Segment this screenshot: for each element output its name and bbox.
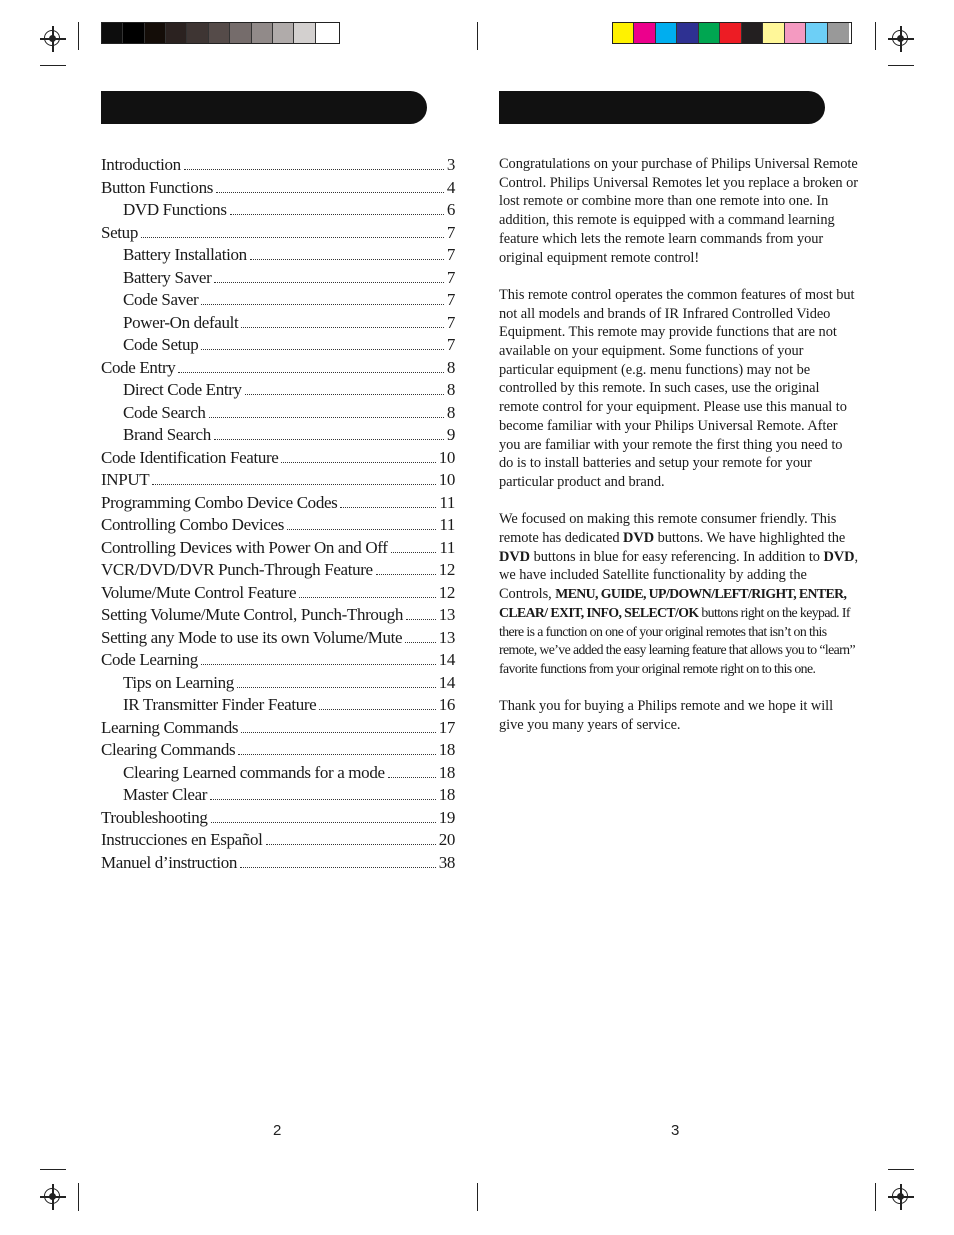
- toc-entry-page: 18: [438, 785, 455, 804]
- page-number-right: 3: [671, 1122, 680, 1139]
- toc-entry-page: 10: [438, 447, 455, 467]
- toc-entry-title: Introduction: [101, 155, 181, 174]
- toc-entry-title: Instrucciones en Español: [101, 830, 263, 849]
- trim-mark: [40, 1169, 66, 1170]
- toc-leader-dots: [388, 777, 436, 778]
- toc-entry-page: 7: [446, 222, 455, 242]
- registration-mark-top-left: [40, 26, 66, 52]
- toc-entry-title: Clearing Commands: [101, 740, 236, 759]
- toc-entry-title: Button Functions: [101, 177, 213, 197]
- trim-mark: [477, 1183, 478, 1211]
- color-swatch: [828, 23, 849, 43]
- toc-leader-dots: [230, 214, 444, 215]
- toc-entry: [101, 380, 455, 403]
- toc-entry-title: Code Saver: [123, 290, 199, 309]
- toc-leader-dots: [340, 507, 436, 508]
- toc-entry-page: 7: [446, 267, 455, 287]
- toc-entry-title: Setting any Mode to use its own Volume/Mute: [101, 627, 403, 647]
- toc-entry-title: Learning Commands: [101, 717, 239, 737]
- toc-entry-page: 38: [438, 852, 455, 872]
- color-swatch: [742, 23, 763, 43]
- color-swatch: [273, 23, 294, 43]
- toc-leader-dots: [245, 394, 444, 395]
- toc-entry-page: 12: [438, 560, 455, 579]
- toc-entry-page: 8: [446, 402, 455, 422]
- toc-entry-page: 4: [446, 177, 455, 197]
- toc-entry-title: Manuel d’instruction: [101, 852, 238, 872]
- toc-leader-dots: [405, 642, 436, 643]
- toc-entry-page: 17: [438, 717, 455, 737]
- toc-entry: [101, 425, 455, 448]
- toc-entry-title: Setting Volume/Mute Control, Punch-Through: [101, 605, 404, 624]
- toc-entry: [101, 830, 455, 853]
- table-of-contents: [101, 155, 455, 875]
- color-swatch: [230, 23, 251, 43]
- registration-mark-bottom-left: [40, 1184, 66, 1210]
- toc-leader-dots: [178, 372, 443, 373]
- toc-leader-dots: [319, 709, 435, 710]
- trim-mark: [888, 1169, 914, 1170]
- toc-entry-title: Battery Installation: [123, 245, 247, 264]
- color-swatch: [634, 23, 655, 43]
- toc-entry: [101, 785, 455, 808]
- intro-paragraph: Congratulations on your purchase of Philips Universal Remote Control. Philips Universal Remotes let you replace a broken or lost remote or combine more than one remote into one. In addition, this remote is equipped with a command learning feature which lets the remote learn commands from your original equipment remote control!: [499, 156, 858, 266]
- toc-entry-page: 6: [446, 200, 455, 219]
- toc-entry-page: 19: [438, 807, 455, 827]
- toc-entry: [101, 650, 455, 673]
- toc-entry-title: Code Setup: [123, 335, 199, 354]
- color-swatch: [252, 23, 273, 43]
- toc-entry-page: 11: [439, 515, 455, 534]
- toc-leader-dots: [216, 192, 444, 193]
- toc-entry: [101, 290, 455, 313]
- toc-entry-title: IR Transmitter Finder Feature: [123, 695, 317, 714]
- color-swatch: [294, 23, 315, 43]
- toc-entry: [101, 560, 455, 583]
- toc-entry: [101, 538, 455, 561]
- toc-leader-dots: [201, 664, 436, 665]
- toc-entry-title: Code Learning: [101, 650, 198, 669]
- color-swatch: [316, 23, 337, 43]
- introduction-header-bar: [499, 91, 825, 124]
- color-swatch: [123, 23, 144, 43]
- toc-entry-page: 7: [446, 245, 455, 264]
- toc-leader-dots: [184, 169, 444, 170]
- toc-entry: [101, 245, 455, 268]
- toc-entry-title: Volume/Mute Control Feature: [101, 582, 297, 602]
- toc-entry-page: 16: [438, 695, 455, 714]
- toc-leader-dots: [241, 732, 436, 733]
- toc-leader-dots: [214, 282, 443, 283]
- toc-entry: [101, 268, 455, 291]
- toc-leader-dots: [141, 237, 444, 238]
- toc-entry-title: Programming Combo Device Codes: [101, 492, 338, 512]
- trim-mark: [875, 1183, 876, 1211]
- toc-entry-title: Direct Code Entry: [123, 380, 242, 399]
- toc-entry-title: Master Clear: [123, 785, 208, 804]
- color-swatch: [763, 23, 784, 43]
- toc-entry-page: 9: [446, 425, 455, 444]
- toc-entry-page: 13: [438, 605, 455, 624]
- intro-paragraph: We focused on making this remote consumer friendly. This remote has dedicated DVD buttons. We have highlighted the DVD buttons in blue for easy referencing. In addition to DVD, we have included Satellite functionality by adding the Controls, MENU, GUIDE, UP/DOWN/LEFT/RIGHT, ENTER, CLEAR/ EXIT, INFO, SELECT/OK buttons right on the keypad. If there is a function on one of your original remotes that isn’t on this remote, we’ve added the easy learning feature that allows you to “learn” favorite functions from your original remote right on to this one.: [499, 511, 859, 676]
- color-swatch: [806, 23, 827, 43]
- toc-entry: [101, 695, 455, 718]
- trim-mark: [78, 1183, 79, 1211]
- toc-entry-page: 11: [439, 537, 455, 557]
- toc-entry-title: DVD Functions: [123, 200, 227, 219]
- registration-mark-top-right: [888, 26, 914, 52]
- toc-entry-title: Clearing Learned commands for a mode: [123, 762, 385, 782]
- toc-leader-dots: [237, 687, 436, 688]
- toc-entry: [101, 403, 455, 426]
- toc-entry-page: 12: [438, 582, 455, 602]
- toc-leader-dots: [152, 484, 435, 485]
- toc-entry: [101, 178, 455, 201]
- toc-entry: [101, 493, 455, 516]
- color-swatch: [720, 23, 741, 43]
- trim-mark: [875, 22, 876, 50]
- toc-leader-dots: [201, 304, 444, 305]
- toc-entry-page: 8: [446, 380, 455, 399]
- color-swatch: [785, 23, 806, 43]
- toc-entry-title: Battery Saver: [123, 267, 212, 287]
- toc-leader-dots: [201, 349, 443, 350]
- toc-entry-page: 8: [446, 357, 455, 377]
- toc-entry-page: 18: [438, 762, 455, 782]
- toc-entry: [101, 335, 455, 358]
- toc-entry: [101, 470, 455, 493]
- color-swatch: [145, 23, 166, 43]
- toc-entry-title: Code Identification Feature: [101, 447, 279, 467]
- toc-leader-dots: [281, 462, 435, 463]
- toc-entry-page: 7: [446, 290, 455, 309]
- toc-entry: [101, 628, 455, 651]
- color-swatch: [209, 23, 230, 43]
- trim-mark: [888, 65, 914, 66]
- toc-entry-page: 18: [438, 740, 455, 759]
- toc-entry: [101, 740, 455, 763]
- toc-entry: [101, 583, 455, 606]
- toc-entry-title: Brand Search: [123, 425, 211, 444]
- color-swatch: [656, 23, 677, 43]
- toc-leader-dots: [211, 822, 436, 823]
- toc-entry: [101, 515, 455, 538]
- toc-entry-title: Code Search: [123, 402, 206, 422]
- toc-entry-page: 13: [438, 627, 455, 647]
- toc-leader-dots: [287, 529, 436, 530]
- toc-entry-title: Setup: [101, 222, 138, 242]
- toc-entry-title: Controlling Devices with Power On and Off: [101, 537, 388, 557]
- page-number-left: 2: [273, 1122, 282, 1139]
- trim-mark: [78, 22, 79, 50]
- color-swatch: [166, 23, 187, 43]
- intro-paragraph: This remote control operates the common features of most but not all models and brands of IR Infrared Controlled Video Equipment. This remote may provide functions that are not available on your equipment. Some functions of your particular equipment (e.g. menu functions) may not be controlled by this remote. In such cases, use the original remote control for your equipment. Please use this manual to become familiar with your Philips Universal Remote. After you are familiar with your remote the first thing you need to do is to install batteries and setup your remote for your particular product and brand.: [499, 286, 855, 490]
- contents-header-bar: [101, 91, 427, 124]
- toc-entry: [101, 155, 455, 178]
- toc-leader-dots: [250, 259, 444, 260]
- toc-entry-page: 20: [438, 830, 455, 849]
- toc-entry-page: 7: [446, 335, 455, 354]
- toc-entry: [101, 448, 455, 471]
- toc-entry: [101, 223, 455, 246]
- toc-entry-title: Troubleshooting: [101, 807, 208, 827]
- intro-paragraph: Thank you for buying a Philips remote and we hope it will give you many years of service.: [499, 698, 834, 734]
- registration-mark-bottom-right: [888, 1184, 914, 1210]
- grayscale-calibration-bar: [101, 22, 340, 44]
- trim-mark: [40, 65, 66, 66]
- toc-entry: [101, 853, 455, 876]
- toc-entry-title: Power-On default: [123, 312, 239, 332]
- toc-entry-title: Tips on Learning: [123, 672, 234, 692]
- toc-entry: [101, 358, 455, 381]
- toc-entry-page: 14: [438, 650, 455, 669]
- toc-entry-title: Controlling Combo Devices: [101, 515, 284, 534]
- toc-entry: [101, 200, 455, 223]
- toc-entry-page: 14: [438, 672, 455, 692]
- toc-entry-title: INPUT: [101, 470, 150, 489]
- toc-leader-dots: [241, 327, 443, 328]
- color-swatch: [699, 23, 720, 43]
- toc-leader-dots: [406, 619, 436, 620]
- introduction-text: [499, 155, 859, 753]
- toc-entry: [101, 313, 455, 336]
- color-swatch: [187, 23, 208, 43]
- toc-leader-dots: [299, 597, 436, 598]
- color-swatch: [102, 23, 123, 43]
- toc-entry-title: VCR/DVD/DVR Punch-Through Feature: [101, 560, 373, 579]
- toc-entry: [101, 808, 455, 831]
- toc-leader-dots: [376, 574, 436, 575]
- toc-entry: [101, 763, 455, 786]
- toc-entry-page: 3: [446, 155, 455, 174]
- toc-leader-dots: [240, 867, 436, 868]
- toc-entry-page: 10: [438, 470, 455, 489]
- color-swatch: [613, 23, 634, 43]
- toc-leader-dots: [214, 439, 444, 440]
- toc-entry: [101, 718, 455, 741]
- toc-entry: [101, 673, 455, 696]
- toc-leader-dots: [210, 799, 436, 800]
- toc-entry: [101, 605, 455, 628]
- trim-mark: [477, 22, 478, 50]
- toc-entry-page: 11: [439, 492, 455, 512]
- toc-leader-dots: [266, 844, 436, 845]
- toc-leader-dots: [238, 754, 435, 755]
- toc-entry-page: 7: [446, 312, 455, 332]
- toc-leader-dots: [391, 552, 437, 553]
- toc-leader-dots: [209, 417, 444, 418]
- color-swatch: [677, 23, 698, 43]
- toc-entry-title: Code Entry: [101, 357, 176, 377]
- color-calibration-bar: [612, 22, 852, 44]
